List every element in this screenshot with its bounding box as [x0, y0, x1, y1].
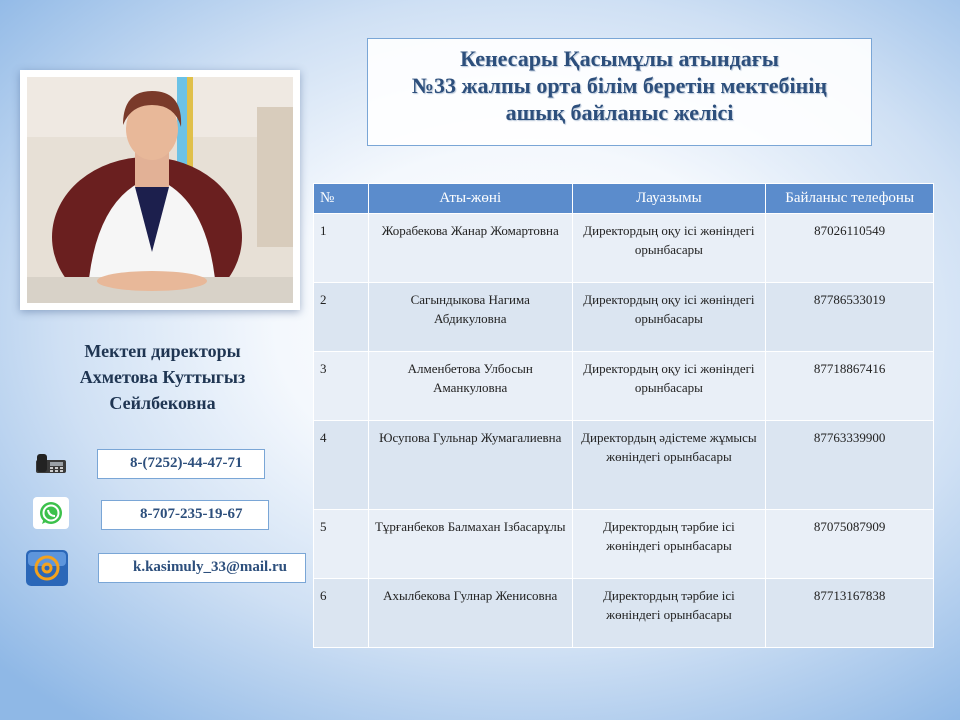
- cell-number: 2: [314, 283, 369, 352]
- cell-phone: 87026110549: [766, 214, 934, 283]
- col-header-name: Аты-жөні: [368, 184, 572, 214]
- cell-name: Тұрғанбеков Балмахан Ізбасарұлы: [368, 510, 572, 579]
- cell-position: Директордың тәрбие ісі жөніндегі орынбасары: [572, 579, 766, 648]
- cell-number: 3: [314, 352, 369, 421]
- cell-name: Ахылбекова Гулнар Женисовна: [368, 579, 572, 648]
- director-title: Мектеп директоры: [84, 341, 241, 361]
- table-row: [314, 283, 934, 352]
- cell-name: Жорабекова Жанар Жомартовна: [368, 214, 572, 283]
- director-patronymic: Сейлбековна: [109, 393, 216, 413]
- cell-name: Алменбетова Улбосын Аманкуловна: [368, 352, 572, 421]
- cell-phone: 87075087909: [766, 510, 934, 579]
- cell-position: Директордың оқу ісі жөніндегі орынбасары: [572, 214, 766, 283]
- desk-phone-icon: [35, 450, 67, 474]
- director-caption: [20, 338, 305, 416]
- director-photo: [27, 77, 293, 303]
- cell-position: Директордың әдістеме жұмысы жөніндегі орынбасары: [572, 421, 766, 510]
- director-photo-frame: [20, 70, 300, 310]
- whatsapp-contact[interactable]: 8-707-235-19-67: [101, 500, 269, 530]
- cell-position: Директордың тәрбие ісі жөніндегі орынбасары: [572, 510, 766, 579]
- cell-number: 1: [314, 214, 369, 283]
- staff-contacts-table: [313, 183, 934, 648]
- cell-name: Юсупова Гульнар Жумагалиевна: [368, 421, 572, 510]
- table-row: [314, 421, 934, 510]
- cell-name: Сагындыкова Нагима Абдикуловна: [368, 283, 572, 352]
- phone-contact[interactable]: 8-(7252)-44-47-71: [97, 449, 265, 479]
- email-contact[interactable]: k.kasimuly_33@mail.ru: [98, 553, 306, 583]
- cell-number: 5: [314, 510, 369, 579]
- email-at-icon[interactable]: [26, 550, 68, 586]
- table-row: [314, 579, 934, 648]
- col-header-number: №: [314, 184, 369, 214]
- title-line-3: ашық байланыс желісі: [505, 100, 734, 125]
- title-line-2: №33 жалпы орта білім беретін мектебінің: [411, 73, 828, 98]
- whatsapp-icon[interactable]: [33, 497, 69, 529]
- table-row: [314, 214, 934, 283]
- title-box: [367, 38, 872, 146]
- title-line-1: Кенесары Қасымұлы атындағы: [460, 46, 779, 71]
- table-row: [314, 352, 934, 421]
- director-name: Ахметова Куттыгыз: [79, 367, 246, 387]
- col-header-position: Лауазымы: [572, 184, 766, 214]
- cell-phone: 87718867416: [766, 352, 934, 421]
- cell-phone: 87763339900: [766, 421, 934, 510]
- col-header-phone: Байланыс телефоны: [766, 184, 934, 214]
- cell-phone: 87713167838: [766, 579, 934, 648]
- cell-position: Директордың оқу ісі жөніндегі орынбасары: [572, 283, 766, 352]
- cell-phone: 87786533019: [766, 283, 934, 352]
- cell-number: 4: [314, 421, 369, 510]
- cell-position: Директордың оқу ісі жөніндегі орынбасары: [572, 352, 766, 421]
- table-row: [314, 510, 934, 579]
- table-header-row: [314, 184, 934, 214]
- cell-number: 6: [314, 579, 369, 648]
